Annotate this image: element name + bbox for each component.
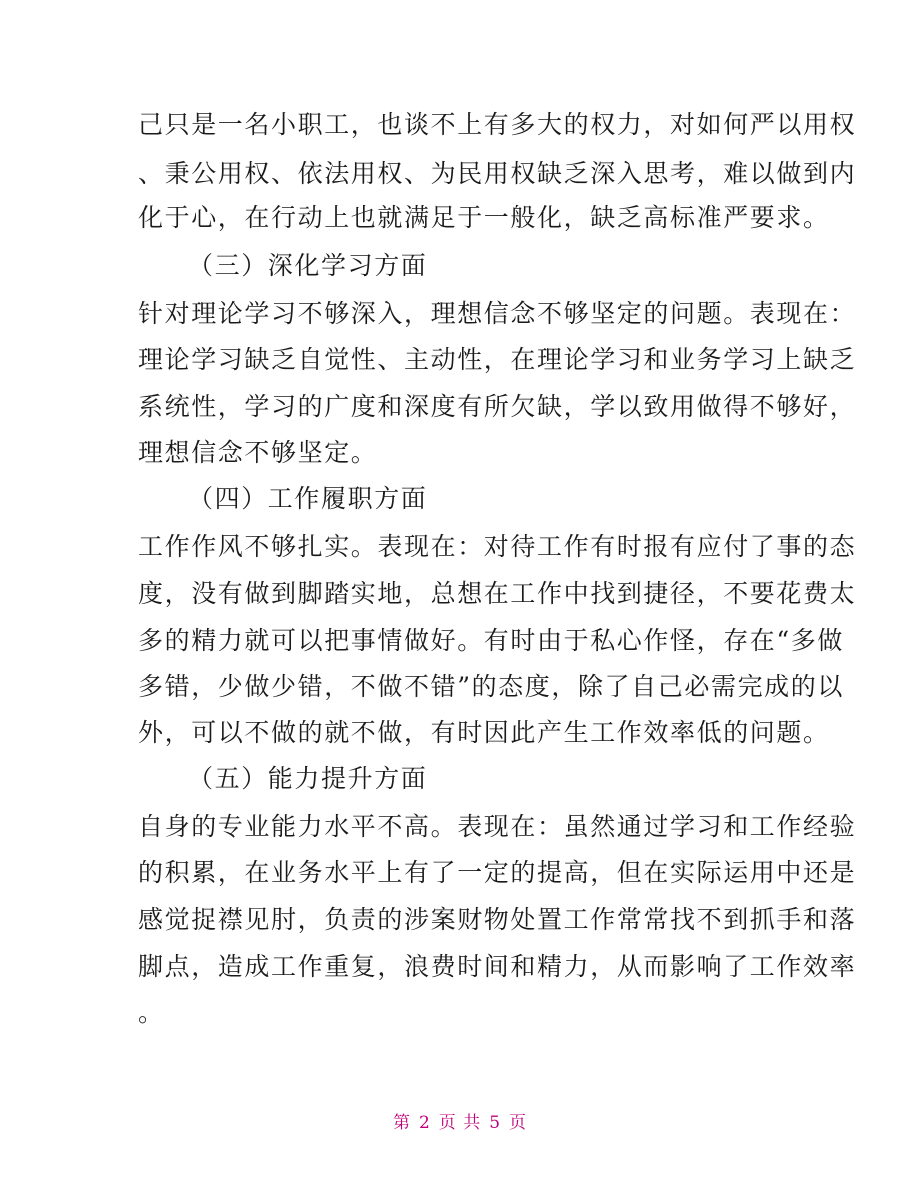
section-heading-5: （五）能力提升方面 <box>188 764 428 793</box>
footer-suffix: 页 <box>509 1113 528 1133</box>
section-heading-4: （四）工作履职方面 <box>188 484 428 513</box>
body-line: 针对理论学习不够深入，理想信念不够坚定的问题。表现在： <box>138 299 857 328</box>
body-line: 的积累，在业务水平上有了一定的提高，但在实际运用中还是 <box>138 858 857 887</box>
body-line: 化于心，在行动上也就满足于一般化，缺乏高标准严要求。 <box>138 203 830 232</box>
body-line: 感觉捉襟见肘，负责的涉案财物处置工作常常找不到抓手和落 <box>138 905 857 934</box>
body-line: 多错，少做少错，不做不错”的态度，除了自己必需完成的以 <box>138 672 844 701</box>
page-number-footer <box>0 1112 920 1134</box>
body-line: 系统性，学习的广度和深度有所欠缺，学以致用做得不够好， <box>138 392 857 421</box>
body-line: 多的精力就可以把事情做好。有时由于私心作怪，存在“多做 <box>138 626 844 655</box>
body-line: 度，没有做到脚踏实地，总想在工作中找到捷径，不要花费太 <box>138 579 857 608</box>
body-line: 、秉公用权、依法用权、为民用权缺乏深入思考，难以做到内 <box>138 159 857 188</box>
body-line: 外，可以不做的就不做，有时因此产生工作效率低的问题。 <box>138 718 830 747</box>
body-line: 自身的专业能力水平不高。表现在：虽然通过学习和工作经验 <box>138 812 857 841</box>
body-line: 理论学习缺乏自觉性、主动性，在理论学习和业务学习上缺乏 <box>138 345 857 374</box>
footer-mid: 页 共 <box>438 1113 482 1133</box>
body-line: 己只是一名小职工，也谈不上有多大的权力，对如何严以用权 <box>138 110 857 139</box>
body-line: 理想信念不够坚定。 <box>138 438 378 467</box>
body-line: 脚点，造成工作重复，浪费时间和精力，从而影响了工作效率 <box>138 952 857 981</box>
body-line: 工作作风不够扎实。表现在：对待工作有时报有应付了事的态 <box>138 532 857 561</box>
section-heading-3: （三）深化学习方面 <box>188 251 428 280</box>
footer-prefix: 第 <box>392 1113 411 1133</box>
body-line: 。 <box>138 998 165 1027</box>
total-pages-number: 5 <box>489 1113 502 1133</box>
current-page-number: 2 <box>418 1113 431 1133</box>
